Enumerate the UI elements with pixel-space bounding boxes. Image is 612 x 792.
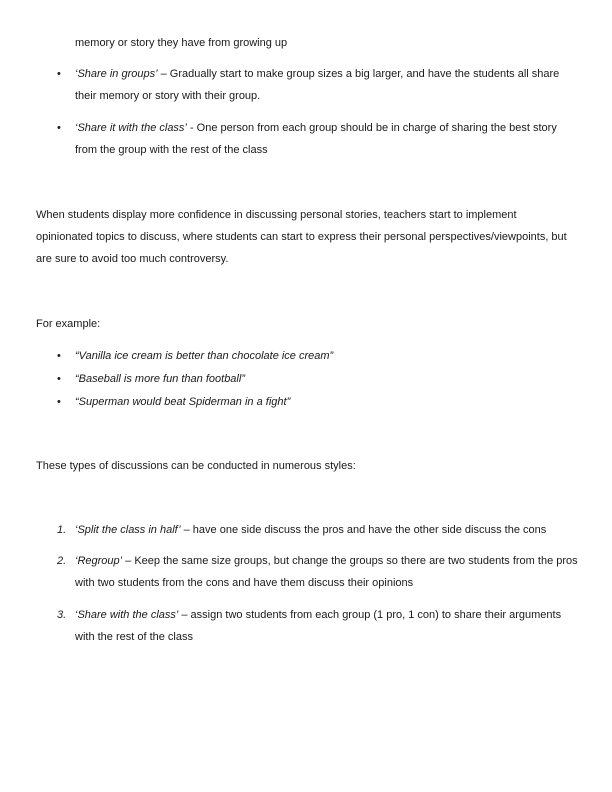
list-number: 3. — [57, 609, 67, 621]
bullet-text: - One person from each group should be in charge of sharing the best story — [186, 122, 557, 134]
item-text: – Keep the same size groups, but change the groups so there are two students from the pros — [122, 555, 578, 567]
paragraph-line: are sure to avoid too much controversy. — [36, 253, 229, 265]
item-text: – have one side discuss the pros and have the other side discuss the cons — [180, 524, 547, 536]
item-quote: ‘Regroup’ — [75, 555, 123, 567]
bullet-dot-icon: • — [57, 396, 61, 408]
example-bullet: “Vanilla ice cream is better than chocolate ice cream” — [75, 350, 334, 362]
list-number: 2. — [57, 555, 67, 567]
numbered-item-share-with-class — [75, 609, 561, 621]
bullet-text-line2: their memory or story with their group. — [75, 90, 261, 102]
item-quote: ‘Split the class in half’ — [75, 524, 181, 536]
bullet-item-share-with-class — [75, 122, 557, 134]
bullet-text: – Gradually start to make group sizes a big larger, and have the students all share — [157, 68, 560, 80]
bullet-dot-icon: • — [57, 122, 61, 134]
bullet-dot-icon: • — [57, 350, 61, 362]
bullet-item-share-in-groups — [75, 68, 559, 80]
bullet-dot-icon: • — [57, 68, 61, 80]
list-number: 1. — [57, 524, 67, 536]
example-heading: For example: — [36, 318, 101, 330]
bullet-text-line2: from the group with the rest of the class — [75, 144, 268, 156]
bullet-quote: ‘Share in groups’ — [75, 68, 158, 80]
item-text: – assign two students from each group (1 pro, 1 con) to share their arguments — [178, 609, 562, 621]
item-text-line2: with the rest of the class — [75, 631, 193, 643]
numbered-item-regroup — [75, 555, 578, 567]
item-quote: ‘Share with the class’ — [75, 609, 179, 621]
styles-heading: These types of discussions can be conducted in numerous styles: — [36, 460, 356, 472]
bullet-dot-icon: • — [57, 373, 61, 385]
numbered-item-split-class — [75, 524, 546, 536]
item-text-line2: with two students from the cons and have them discuss their opinions — [75, 577, 414, 589]
example-bullet: “Baseball is more fun than football” — [75, 373, 245, 385]
bullet-quote: ‘Share it with the class’ — [75, 122, 187, 134]
example-bullet: “Superman would beat Spiderman in a fight” — [75, 396, 291, 408]
bullet-continuation-text: memory or story they have from growing up — [75, 37, 288, 49]
paragraph-line: When students display more confidence in discussing personal stories, teachers start to implement — [36, 209, 517, 221]
paragraph-line: opinionated topics to discuss, where students can start to express their personal perspectives/viewpoints, but — [36, 231, 567, 243]
